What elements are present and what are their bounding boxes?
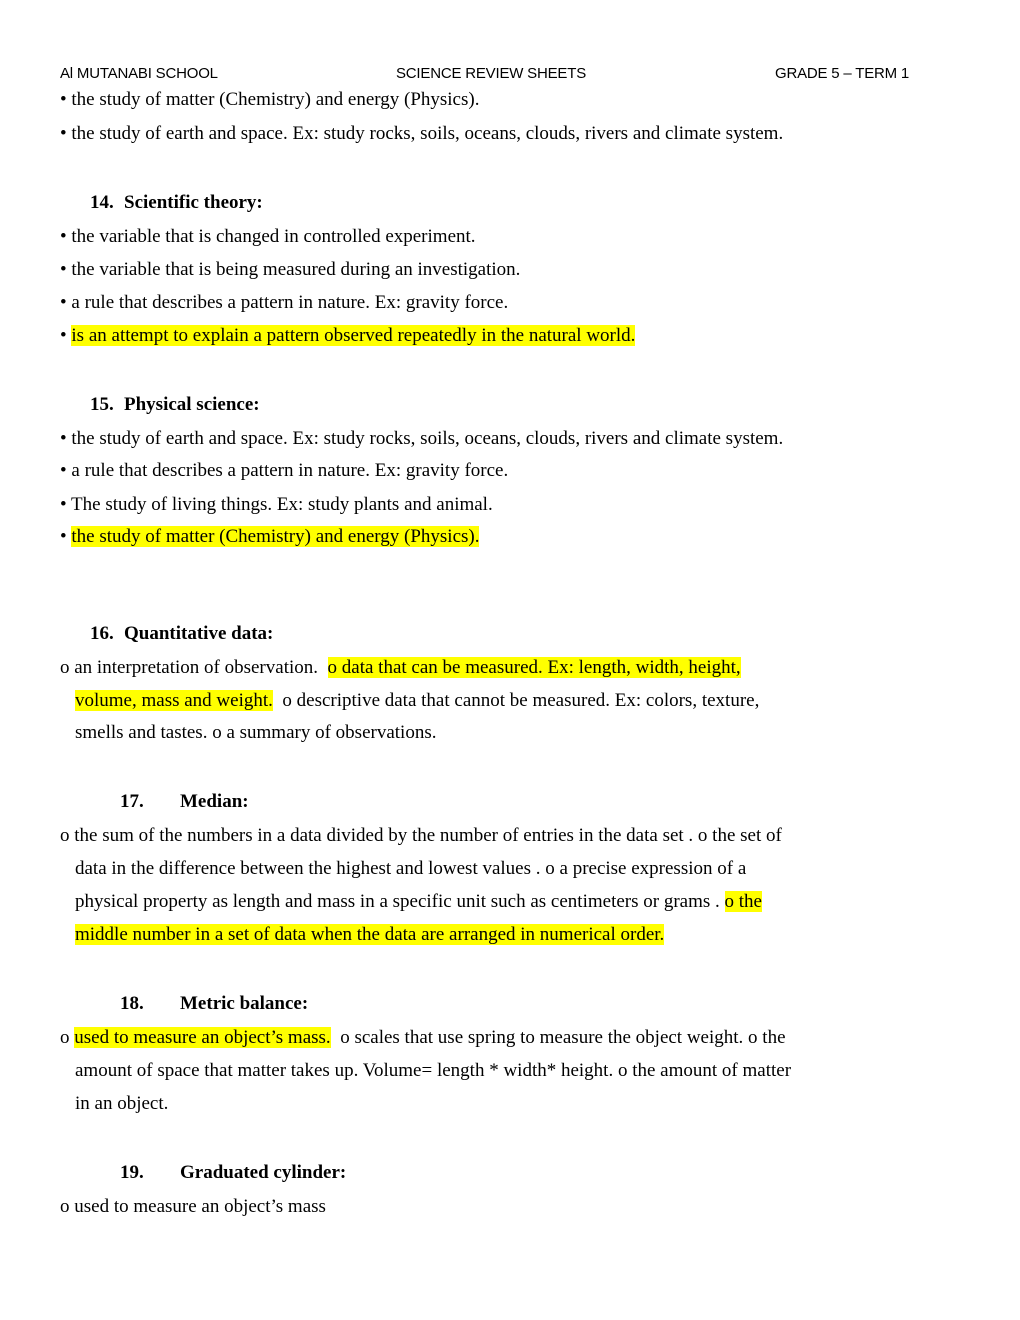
q19-line-1: o used to measure an object’s mass [60,1196,326,1217]
q14-option-3: • a rule that describes a pattern in nature. Ex: gravity force. [60,292,509,313]
q15-option-3: • The study of living things. Ex: study plants and animal. [60,494,493,515]
q17-number: 17. [120,791,144,812]
q17-line-3 [75,890,762,914]
q16-answer-part-2: volume, mass and weight. [75,690,273,711]
q17-line-3-text: physical property as length and mass in a specific unit such as centimeters or grams . [75,891,725,912]
q17-line-4 [75,923,664,947]
q15-option-4 [60,525,479,549]
top-bullet-2: • the study of earth and space. Ex: study rocks, soils, oceans, clouds, rivers and climate system. [60,123,784,144]
q14-answer: is an attempt to explain a pattern observed repeatedly in the natural world. [71,325,636,346]
q16-number: 16. [90,623,114,644]
q19-title: Graduated cylinder: [180,1162,347,1183]
q18-answer: used to measure an object’s mass. [74,1027,331,1048]
q16-line-1 [60,656,741,680]
q19-number: 19. [120,1162,144,1183]
q18-title: Metric balance: [180,993,309,1014]
q14-option-1: • the variable that is changed in controlled experiment. [60,226,476,247]
q18-line-1-bullet: o [60,1027,75,1048]
header-school: Al MUTANABI SCHOOL [60,65,218,82]
q15-option-1: • the study of earth and space. Ex: study rocks, soils, oceans, clouds, rivers and climate system. [60,428,784,449]
q14-option-4 [60,324,635,348]
q16-title: Quantitative data: [124,623,274,644]
q18-line-1 [60,1026,786,1050]
q16-line-3: smells and tastes. o a summary of observations. [75,722,437,743]
q15-title: Physical science: [124,394,260,415]
q17-answer-part-2: middle number in a set of data when the data are arranged in numerical order. [75,924,665,945]
q15-answer: the study of matter (Chemistry) and energy (Physics). [71,526,480,547]
q18-line-1-text: o scales that use spring to measure the object weight. o the [330,1027,786,1048]
top-bullet-1: • the study of matter (Chemistry) and energy (Physics). [60,89,480,110]
q17-line-1: o the sum of the numbers in a data divided by the number of entries in the data set . o the set of [60,825,782,846]
q14-number: 14. [90,192,114,213]
q16-line-1-text: o an interpretation of observation. [60,657,328,678]
header-grade: GRADE 5 – TERM 1 [775,65,910,82]
q16-answer-part-1: o data that can be measured. Ex: length, width, height, [327,657,741,678]
q15-number: 15. [90,394,114,415]
q18-line-2: amount of space that matter takes up. Volume= length * width* height. o the amount of matter [75,1060,792,1081]
q14-title: Scientific theory: [124,192,263,213]
q16-line-2-text: o descriptive data that cannot be measured. Ex: colors, texture, [272,690,760,711]
q18-number: 18. [120,993,144,1014]
header-title: SCIENCE REVIEW SHEETS [396,65,587,82]
q14-option-2: • the variable that is being measured during an investigation. [60,259,521,280]
q17-title: Median: [180,791,249,812]
q16-line-2 [75,689,759,713]
q15-option-2: • a rule that describes a pattern in nature. Ex: gravity force. [60,460,509,481]
q17-line-2: data in the difference between the highest and lowest values . o a precise expression of a [75,858,747,879]
q15-option-4-bullet: • [60,526,72,547]
q17-answer-part-1: o the [724,891,762,912]
q18-line-3: in an object. [75,1093,169,1114]
q14-option-4-bullet: • [60,325,72,346]
